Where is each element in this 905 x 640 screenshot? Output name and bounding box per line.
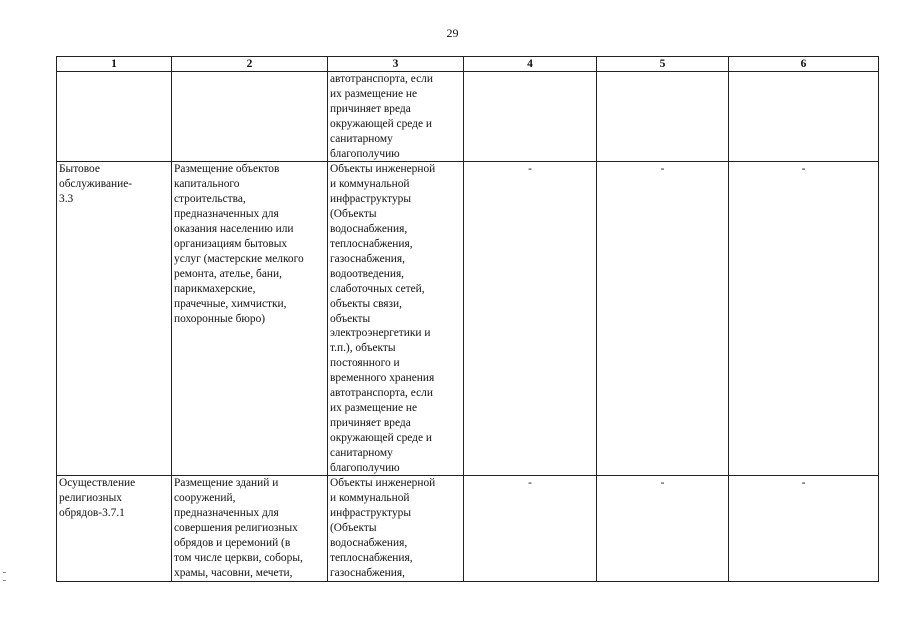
cell-text-line: объекты связи, xyxy=(330,297,402,310)
cell-text-line: теплоснабжения, xyxy=(330,552,413,564)
cell-text-line: теплоснабжения, xyxy=(330,237,413,250)
cell-text-line: (Объекты xyxy=(330,522,377,535)
cell-text-line: Размещение объектов xyxy=(174,163,280,176)
cell-text-line: санитарному xyxy=(330,132,393,145)
cell-text-line: предназначенных для xyxy=(174,507,279,520)
cell-text-line: услуг (мастерские мелкого xyxy=(174,252,304,265)
table-cell-col1 xyxy=(57,476,172,581)
table-cell-col5 xyxy=(597,72,729,162)
cell-text-line: инфраструктуры xyxy=(330,507,411,520)
cell-text-line: Осуществление xyxy=(59,477,136,490)
cell-text-line: их размещение не xyxy=(330,87,418,100)
table-cell-col4 xyxy=(464,72,597,162)
cell-text-line: организациям бытовых xyxy=(174,237,288,250)
table-cell-col5: - xyxy=(597,476,729,581)
cell-text-line: т.п.), объекты xyxy=(330,342,396,355)
header-cell: 5 xyxy=(597,57,729,72)
cell-text-line: временного хранения xyxy=(330,372,435,385)
cell-text-line: водоотведения, xyxy=(330,267,405,280)
table-cell-col3 xyxy=(328,72,464,162)
cell-text-line: причиняет вреда xyxy=(330,102,411,115)
cell-text-line: капитального xyxy=(174,178,240,191)
cell-text-line: обрядов и церемоний (в xyxy=(174,537,291,550)
cell-text-line: водоснабжения, xyxy=(330,223,408,236)
cell-text-line: храмы, часовни, мечети, xyxy=(174,566,293,579)
cell-text-line: обслуживание- xyxy=(59,178,133,191)
header-cell: 3 xyxy=(328,57,464,72)
cell-text-line: оказания населению или xyxy=(174,223,294,236)
cell-text-line: объекты xyxy=(330,312,371,325)
table-cell-col5: - xyxy=(597,162,729,476)
cell-text-line: ремонта, ателье, бани, xyxy=(174,267,282,280)
cell-text-line: и коммунальной xyxy=(330,492,410,505)
table-cell-col1 xyxy=(57,72,172,162)
table-cell-col2 xyxy=(172,162,328,476)
table-cell-col2 xyxy=(172,72,328,162)
margin-mark xyxy=(3,580,6,581)
cell-text-line: газоснабжения, xyxy=(330,566,405,579)
cell-text-line: строительства, xyxy=(174,193,246,206)
cell-text-line: причиняет вреда xyxy=(330,416,411,429)
table-cell-col2 xyxy=(172,476,328,581)
cell-text-line: санитарному xyxy=(330,446,393,459)
cell-text-line: Бытовое xyxy=(59,163,100,176)
cell-text-line: окружающей среде и xyxy=(330,117,432,130)
cell-text-line: водоснабжения, xyxy=(330,537,408,550)
cell-text-line: Объекты инженерной xyxy=(330,477,436,490)
cell-text-line: окружающей среде и xyxy=(330,431,432,444)
table-cell-col6 xyxy=(729,72,879,162)
table-cell-col1 xyxy=(57,162,172,476)
cell-text-line: парикмахерские, xyxy=(174,282,256,295)
cell-text-line: и коммунальной xyxy=(330,178,410,191)
cell-text-line: том числе церкви, соборы, xyxy=(174,552,303,564)
cell-text-line: Объекты инженерной xyxy=(330,163,436,176)
header-cell: 1 xyxy=(57,57,172,72)
table-cell-col4: - xyxy=(464,476,597,581)
cell-text-line: похоронные бюро) xyxy=(174,312,266,325)
cell-text-line: газоснабжения, xyxy=(330,252,405,265)
cell-text-line: постоянного и xyxy=(330,357,400,370)
cell-text-line: автотранспорта, если xyxy=(330,73,433,85)
table-row xyxy=(57,476,879,581)
cell-text-line: (Объекты xyxy=(330,208,377,221)
header-cell: 2 xyxy=(172,57,328,72)
header-cell: 6 xyxy=(729,57,879,72)
table-cell-col6: - xyxy=(729,476,879,581)
table-row xyxy=(57,72,879,162)
cell-text-line: обрядов-3.7.1 xyxy=(59,507,125,520)
margin-mark xyxy=(3,572,6,573)
table-row xyxy=(57,162,879,476)
page-number: 29 xyxy=(446,26,459,40)
table-cell-col3 xyxy=(328,476,464,581)
cell-text-line: благополучию xyxy=(330,147,400,160)
table-cell-col3 xyxy=(328,162,464,476)
cell-text-line: Размещение зданий и xyxy=(174,477,279,490)
cell-text-line: прачечные, химчистки, xyxy=(174,297,287,310)
cell-text-line: предназначенных для xyxy=(174,208,279,221)
table-cell-col4: - xyxy=(464,162,597,476)
cell-text-line: их размещение не xyxy=(330,401,418,414)
cell-text-line: сооружений, xyxy=(174,492,236,505)
cell-text-line: электроэнергетики и xyxy=(330,327,431,340)
zoning-table xyxy=(56,56,879,582)
cell-text-line: 3.3 xyxy=(59,193,74,206)
table-body xyxy=(57,72,879,582)
header-row xyxy=(57,57,879,72)
cell-text-line: слаботочных сетей, xyxy=(330,282,425,295)
cell-text-line: религиозных xyxy=(59,492,122,505)
header-cell: 4 xyxy=(464,57,597,72)
cell-text-line: инфраструктуры xyxy=(330,193,411,206)
cell-text-line: благополучию xyxy=(330,461,400,474)
cell-text-line: автотранспорта, если xyxy=(330,387,433,400)
table-cell-col6: - xyxy=(729,162,879,476)
cell-text-line: совершения религиозных xyxy=(174,522,298,535)
